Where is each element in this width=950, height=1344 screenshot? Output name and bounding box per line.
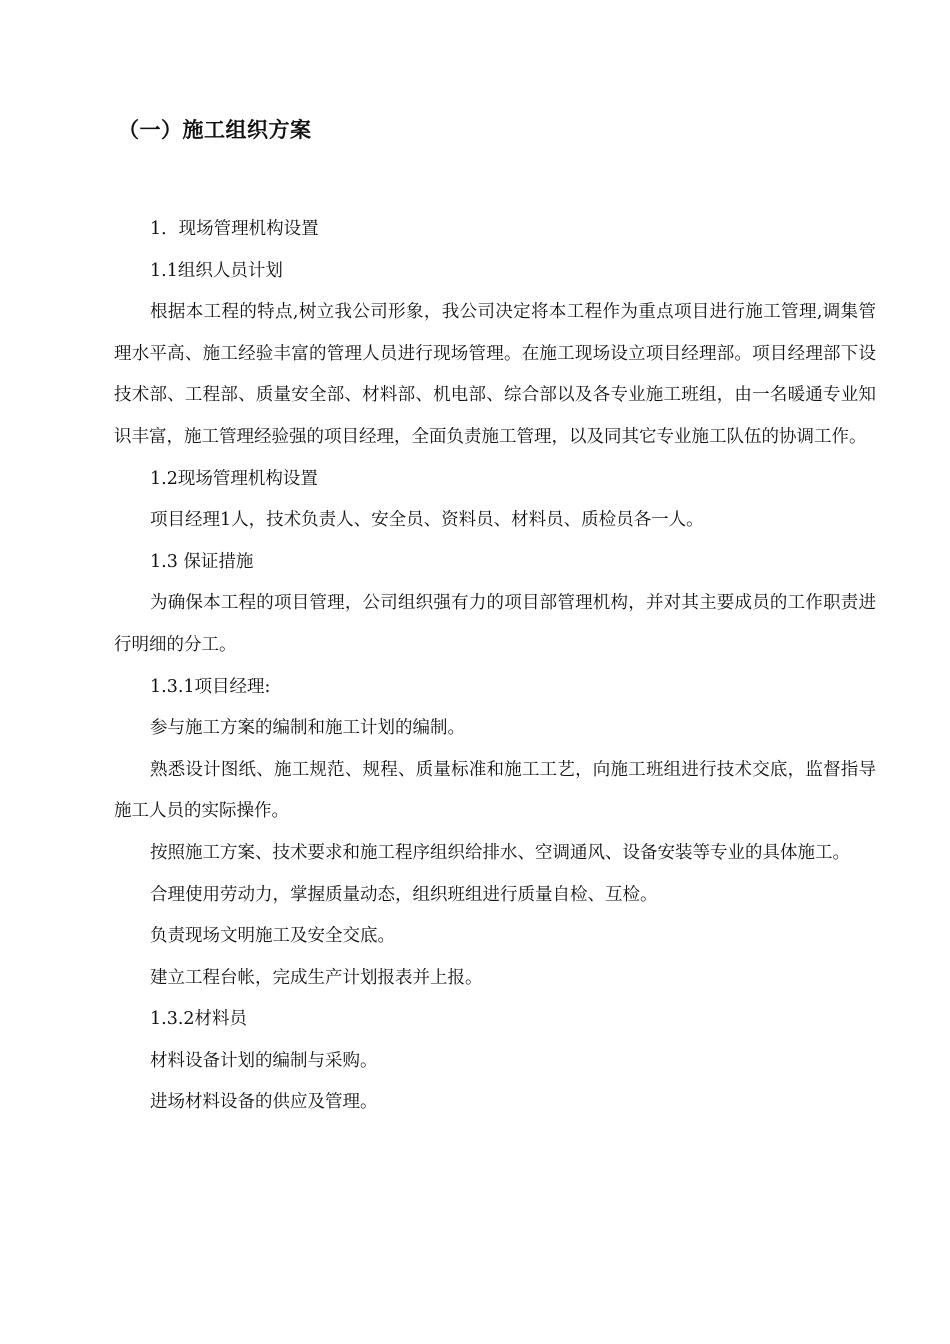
subsection-heading-1-3: 1.3 保证措施 (150, 551, 254, 572)
paragraph-duty-plan: 参与施工方案的编制和施工计划的编制。 (150, 718, 465, 739)
paragraph-duty-labor: 合理使用劳动力，掌握质量动态，组织班组进行质量自检、互检。 (150, 884, 658, 905)
paragraph-staffing: 项目经理1人，技术负责人、安全员、资料员、材料员、质检员各一人。 (150, 510, 704, 531)
paragraph-material-supply: 进场材料设备的供应及管理。 (150, 1092, 378, 1113)
paragraph-duty-construction: 按照施工方案、技术要求和施工程序组织给排水、空调通风、设备安装等专业的具体施工。 (150, 842, 850, 863)
paragraph-guarantee: 为确保本工程的项目管理，公司组织强有力的项目部管理机构，并对其主要成员的工作职责进行明细的分工。 (114, 593, 876, 655)
paragraph-project-overview: 根据本工程的特点,树立我公司形象，我公司决定将本工程作为重点项目进行施工管理,调集管理水平高、施工经验丰富的管理人员进行现场管理。在施工现场设立项目经理部。项目经理部下设技术部、工程部、质量安全部、材料部、机电部、综合部以及各专业施工班组，由一名暖通专业知识丰富，施工管理经验强的项目经理，全面负责施工管理，以及同其它专业施工队伍的协调工作。 (114, 302, 876, 447)
subsection-heading-1-1: 1.1组织人员计划 (150, 260, 283, 281)
document-body (114, 209, 876, 1124)
paragraph-duty-drawings: 熟悉设计图纸、施工规范、规程、质量标准和施工工艺，向施工班组进行技术交底，监督指导施工人员的实际操作。 (114, 759, 876, 822)
section-heading-1: 1．现场管理机构设置 (150, 219, 319, 239)
subsection-heading-1-2: 1.2现场管理机构设置 (150, 468, 318, 489)
paragraph-duty-ledger: 建立工程台帐，完成生产计划报表并上报。 (150, 967, 483, 988)
subsection-heading-1-3-1: 1.3.1项目经理: (150, 676, 271, 697)
paragraph-duty-safety: 负责现场文明施工及安全交底。 (150, 926, 395, 947)
paragraph-material-plan: 材料设备计划的编制与采购。 (150, 1050, 378, 1071)
page-title: （一）施工组织方案 (118, 118, 312, 142)
subsection-heading-1-3-2: 1.3.2材料员 (150, 1009, 248, 1030)
